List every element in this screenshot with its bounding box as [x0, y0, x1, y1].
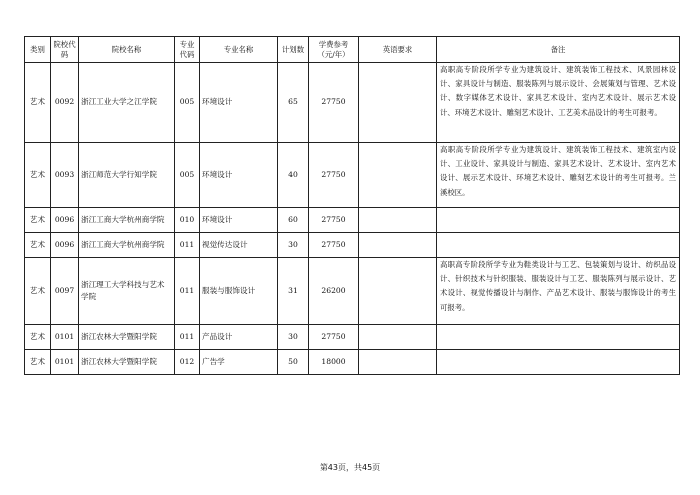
table-row [25, 350, 680, 375]
cell-school-name: 浙江工商大学杭州商学院 [79, 208, 175, 233]
cell-category: 艺术 [25, 233, 51, 258]
cell-school-name: 浙江农林大学暨阳学院 [79, 325, 175, 350]
table-row [25, 63, 680, 143]
cell-tuition: 27750 [309, 208, 359, 233]
table-row [25, 143, 680, 208]
cell-english [359, 350, 437, 375]
cell-category: 艺术 [25, 325, 51, 350]
cell-school-code: 0092 [51, 63, 79, 143]
header-row [25, 37, 680, 63]
cell-notes: 高职高专阶段所学专业为鞋类设计与工艺、包装策划与设计、纺织品设计、针织技术与针织服装、服装设计与工艺、服装陈列与展示设计、艺术设计、视觉传播设计与制作、产品艺术设计、服装与服饰设计的考生可报考。 [437, 258, 680, 325]
cell-notes [437, 325, 680, 350]
header-major-code: 专业代码 [175, 37, 200, 63]
cell-english [359, 233, 437, 258]
cell-school-name: 浙江工业大学之江学院 [79, 63, 175, 143]
cell-category: 艺术 [25, 350, 51, 375]
cell-major-code: 011 [175, 325, 200, 350]
cell-major-name: 环境设计 [200, 63, 278, 143]
header-notes: 备注 [437, 37, 680, 63]
cell-major-name: 服装与服饰设计 [200, 258, 278, 325]
cell-school-name: 浙江师范大学行知学院 [79, 143, 175, 208]
cell-tuition: 27750 [309, 143, 359, 208]
cell-plan-count: 31 [278, 258, 309, 325]
admissions-table [24, 36, 680, 375]
cell-major-name: 视觉传达设计 [200, 233, 278, 258]
cell-plan-count: 65 [278, 63, 309, 143]
cell-english [359, 325, 437, 350]
cell-category: 艺术 [25, 258, 51, 325]
cell-school-name: 浙江理工大学科技与艺术学院 [79, 258, 175, 325]
cell-plan-count: 60 [278, 208, 309, 233]
cell-tuition: 27750 [309, 63, 359, 143]
cell-notes: 高职高专阶段所学专业为建筑设计、建筑装饰工程技术、建筑室内设计、工业设计、家具设计与制造、家具艺术设计、艺术设计、室内艺术设计、展示艺术设计、环境艺术设计、雕刻艺术设计的考生可报考。兰溪校区。 [437, 143, 680, 208]
cell-major-code: 010 [175, 208, 200, 233]
cell-school-name: 浙江工商大学杭州商学院 [79, 233, 175, 258]
cell-major-name: 环境设计 [200, 143, 278, 208]
table-row [25, 208, 680, 233]
page-number: 第43页，共45页 [319, 463, 381, 472]
cell-english [359, 258, 437, 325]
cell-school-name: 浙江农林大学暨阳学院 [79, 350, 175, 375]
header-category: 类别 [25, 37, 51, 63]
cell-english [359, 63, 437, 143]
cell-school-code: 0096 [51, 233, 79, 258]
cell-notes: 高职高专阶段所学专业为建筑设计、建筑装饰工程技术、风景园林设计、家具设计与制造、服装陈列与展示设计、会展策划与管理、艺术设计、数字媒体艺术设计、家具艺术设计、室内艺术设计、展示艺术设计、环境艺术设计、雕刻艺术设计、工艺美术品设计的考生可报考。 [437, 63, 680, 143]
cell-plan-count: 50 [278, 350, 309, 375]
cell-major-code: 012 [175, 350, 200, 375]
cell-category: 艺术 [25, 143, 51, 208]
cell-tuition: 26200 [309, 258, 359, 325]
cell-plan-count: 30 [278, 325, 309, 350]
header-tuition: 学费参考（元/年） [309, 37, 359, 63]
header-plan-count: 计划数 [278, 37, 309, 63]
cell-school-code: 0101 [51, 350, 79, 375]
cell-tuition: 27750 [309, 325, 359, 350]
table-row [25, 258, 680, 325]
cell-major-code: 005 [175, 143, 200, 208]
header-major-name: 专业名称 [200, 37, 278, 63]
header-english: 英语要求 [359, 37, 437, 63]
cell-major-name: 广告学 [200, 350, 278, 375]
cell-notes [437, 350, 680, 375]
table-row [25, 233, 680, 258]
cell-school-code: 0097 [51, 258, 79, 325]
cell-school-code: 0096 [51, 208, 79, 233]
cell-school-code: 0101 [51, 325, 79, 350]
cell-major-code: 011 [175, 233, 200, 258]
cell-notes [437, 233, 680, 258]
cell-major-name: 产品设计 [200, 325, 278, 350]
cell-english [359, 143, 437, 208]
cell-major-code: 011 [175, 258, 200, 325]
header-school-name: 院校名称 [79, 37, 175, 63]
table-row [25, 325, 680, 350]
cell-plan-count: 30 [278, 233, 309, 258]
cell-category: 艺术 [25, 208, 51, 233]
cell-tuition: 27750 [309, 233, 359, 258]
cell-english [359, 208, 437, 233]
cell-major-name: 环境设计 [200, 208, 278, 233]
cell-major-code: 005 [175, 63, 200, 143]
cell-tuition: 18000 [309, 350, 359, 375]
cell-plan-count: 40 [278, 143, 309, 208]
header-school-code: 院校代码 [51, 37, 79, 63]
cell-category: 艺术 [25, 63, 51, 143]
cell-notes [437, 208, 680, 233]
cell-school-code: 0093 [51, 143, 79, 208]
